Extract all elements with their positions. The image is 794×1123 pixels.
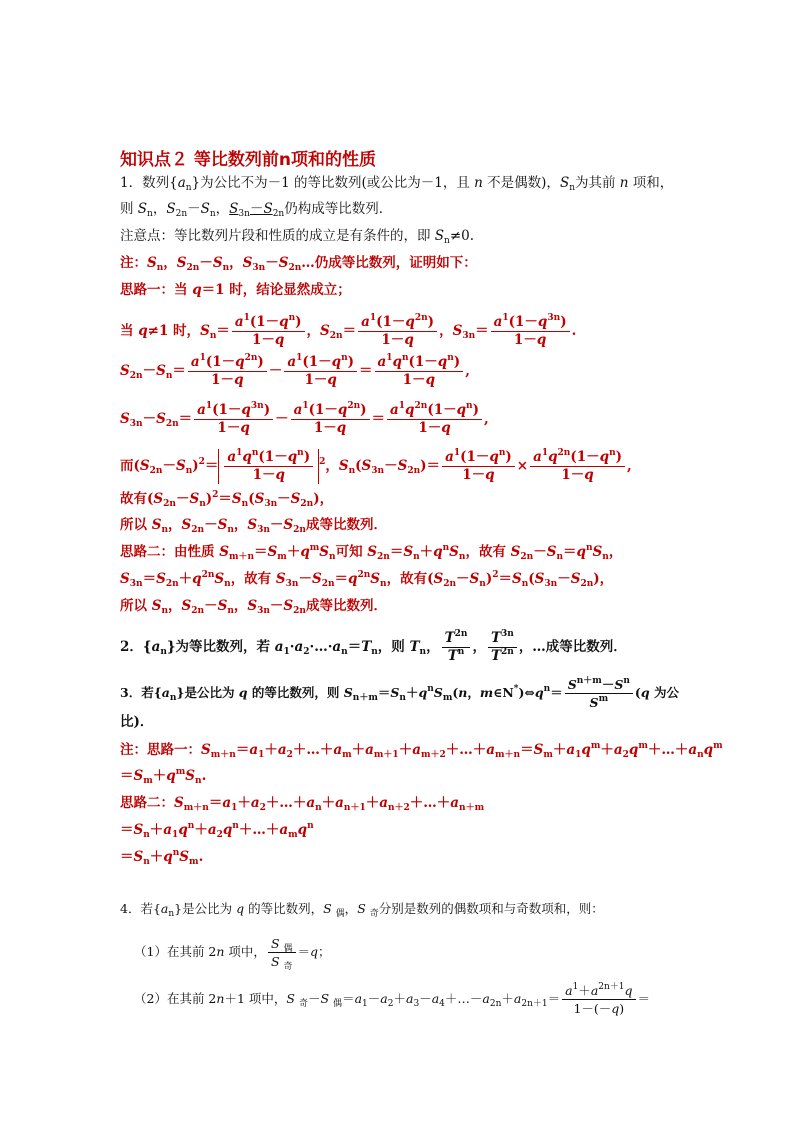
proof-s2n-minus-sn: $S_{2n}-S_n=$ $\frac{a^1(1-q^{2n})}{1-q}$ － $\frac{a^1(1-q^n)}{1-q}$ ＝ $\frac{a^1q^n(1-q^n)}{1-q}$ , bbox=[120, 353, 470, 388]
proof-s3n-minus-s2n: $S_{3n}-S_{2n}=$ $\frac{a^1(1-q^{3n})}{1-q}$ － $\frac{a^1(1-q^{2n})}{1-q}$ ＝ $\frac{a^1q^{2n}(1-q^n)}{1-q}$ , bbox=[120, 401, 489, 436]
p1-note: 注意点：等比数列片段和性质的成立是有条件的，即 $S_n\ne 0$. bbox=[120, 228, 475, 246]
p1-line2: 则 $S_n$，$S_{2n}-S_n$，$S_{3n}-S_{2n}$仍构成等比数列． bbox=[120, 201, 393, 219]
p3-line1: 3．若$\{a_n\}$是公比为 q 的等比数列，则 $S_{n+m}=S_n+q^nS_m(n$，$m\in N^*)\Leftrightarrow q^n=$ $\frac{S^{n+m}-S^n}{S^m}$ (q 为公 bbox=[120, 676, 679, 710]
proof-idea1: 思路一：当 q＝1 时，结论显然成立； bbox=[120, 282, 351, 298]
proof-hence: 故有$(S_{2n}-S_n)^2=S_n(S_{3n}-S_{2n})$， bbox=[120, 490, 334, 509]
proof-idea2-a: 思路二：由性质 $S_{m+n}=S_m+q^mS_n$可知 $S_{2n}=S_n+q^nS_n$，故有 $S_{2n}-S_n=q^nS_n$， bbox=[120, 543, 623, 562]
p3-note-a: 注：思路一：$S_{m+n}=a_1+a_2+\dots+a_m+a_{m+1}+a_{m+2}+\dots+a_{m+n}=S_m+a_1q^m+a_2q^m+\dots+a_nq^m$ bbox=[120, 741, 723, 760]
p4-line1: 4．若$\{a_n\}$是公比为 q 的等比数列，S $_偶$，S $_奇$分别是数列的偶数项和与奇数项和，则： bbox=[120, 901, 604, 919]
p2-text: 2．$\{a_n\}$为等比数列，若 $a_1\cdot a_2\cdot\dots\cdot a_n=T_n$，则 $T_n$， $\frac{T^{2n}}{T^n}$ ， $\frac{T^{3n}}{T^{2n}}$ ，…成等比数列． bbox=[120, 629, 627, 664]
proof-so1: 所以 $S_n$，$S_{2n}-S_n$，$S_{3n}-S_{2n}$成等比数列． bbox=[120, 517, 387, 535]
p3-idea2-b: $=S_n+a_1q^n+a_2q^n+\dots+a_mq^n$ bbox=[120, 821, 314, 840]
p4-item1: （1）在其前 2n 项中， $\frac{S _偶}{S _奇}$ ＝q； bbox=[134, 936, 331, 972]
proof-so2: 所以 $S_n$，$S_{2n}-S_n$，$S_{3n}-S_{2n}$成等比数列． bbox=[120, 598, 387, 616]
p3-idea2-c: $=S_n+q^nS_m$. bbox=[120, 848, 204, 867]
p4-item2: （2）在其前 2n＋1 项中，S $_奇$－S $_偶=a_1-a_2+a_3-a_4+\dots-a_{2n}+a_{2n+1}=$ $\frac{a^1+a^{2n+1}q}{1-(-q)}$ ＝ bbox=[134, 982, 651, 1016]
p3-note-b: $=S_m+q^mS_n$. bbox=[120, 767, 207, 786]
section-title: 知识点２ 等比数列前n项和的性质 bbox=[120, 150, 377, 170]
p1-line1: 1．数列$\{a_n\}$为公比不为－1 的等比数列(或公比为－1，且 n 不是偶数)，$S_n$为其前 n 项和， bbox=[120, 175, 674, 193]
proof-q-ne-1: 当 q≠1 时，$S_n=$ $\frac{a^1(1-q^n)}{1-q}$ ，$S_{2n}=$ $\frac{a^1(1-q^{2n})}{1-q}$ ，$S_{3n}=$ $\frac{a^1(1-q^{3n})}{1-q}$ . bbox=[120, 313, 577, 348]
p3-line2: 比)． bbox=[120, 714, 154, 730]
p3-idea2-a: 思路二：$S_{m+n}=a_1+a_2+\dots+a_n+a_{n+1}+a_{n+2}+\dots+a_{n+m}$ bbox=[120, 795, 485, 813]
proof-intro: 注：$S_n$，$S_{2n}-S_n$，$S_{3n}-S_{2n}\dots$仍成等比数列，证明如下： bbox=[120, 255, 477, 273]
proof-idea2-b: $S_{3n}=S_{2n}+q^{2n}S_n$，故有 $S_{3n}-S_{2n}=q^{2n}S_n$，故有$(S_{2n}-S_n)^2=S_n(S_{3n}-S_{2n})$， bbox=[120, 570, 614, 589]
proof-square-product: 而$(S_{2n}-S_n)^2=$ $\frac{a^1q^n(1-q^n)}{1-q}$ $^2$，$S_n(S_{3n}-S_{2n})=$ $\frac{a^1(1-q^n)}{1-q}$ × $\frac{a^1q^{2n}(1-q^n)}{1-q}$ , bbox=[120, 448, 632, 483]
